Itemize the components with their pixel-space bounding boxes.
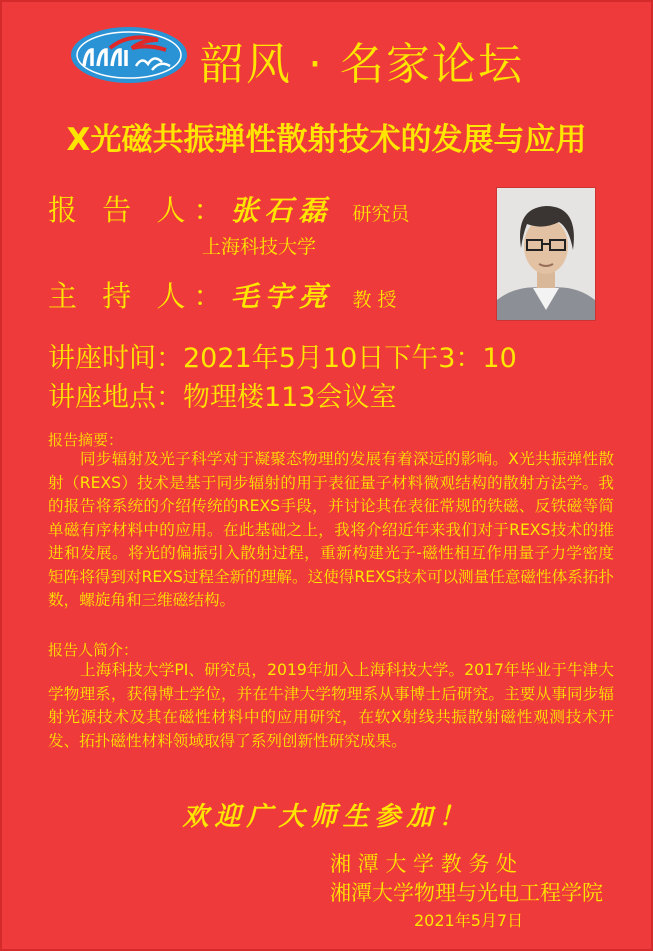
bio-label: 报告人简介： xyxy=(48,641,139,659)
speaker-line xyxy=(48,188,409,229)
organizer-academic-affairs: 湘 潭 大 学 教 务 处 xyxy=(330,852,518,876)
host-label: 主 持 人： xyxy=(48,279,231,313)
speaker-role: 研究员 xyxy=(352,203,410,225)
speaker-affiliation: 上海科技大学 xyxy=(202,236,317,258)
speaker-label: 报 告 人： xyxy=(48,193,231,227)
lecture-time: 讲座时间：2021年5月10日下午3：10 xyxy=(48,343,517,374)
lecture-venue: 讲座地点：物理楼113会议室 xyxy=(48,382,397,413)
abstract-text: 同步辐射及光子科学对于凝聚态物理的发展有着深远的影响。X光共振弹性散射（REXS）技术是基于同步辐射的用于表征量子材料微观结构的散射方法学。我的报告将系统的介绍传统的REXS手段，并讨论其在表征常规的铁磁、反铁磁等简单磁有序材料中的应用。在此基础之上，我将介绍近年来我们对于REXS技术的推进和发展。将光的偏振引入散射过程，重新构建光子-磁性相互作用量子力学密度矩阵将得到对REXS过程全新的理解。这使得REXS技术可以测量任意磁性体系拓扑数，螺旋角和三维磁结构。 xyxy=(48,450,614,609)
abstract-label: 报告摘要： xyxy=(48,431,124,449)
speaker-photo xyxy=(496,187,596,321)
forum-brand: 韶风 · 名家论坛 xyxy=(200,39,524,90)
host-name: 毛宇亮 xyxy=(230,280,333,313)
forum-logo-icon xyxy=(70,26,188,84)
notice-date: 2021年5月7日 xyxy=(414,911,524,930)
host-line xyxy=(48,274,397,315)
welcome-message: 欢迎广大师生参加！ xyxy=(182,802,471,832)
bio-text: 上海科技大学PI、研究员，2019年加入上海科技大学。2017年毕业于牛津大学物理系，获得博士学位，并在牛津大学物理系从事博士后研究。主要从事同步辐射光源技术及其在磁性材料中的应用研究，在软X射线共振散射磁性观测技术开发、拓扑磁性材料领域取得了系列创新性研究成果。 xyxy=(48,661,614,750)
host-role: 教 授 xyxy=(352,289,397,311)
speaker-name: 张石磊 xyxy=(230,194,333,227)
organizer-school: 湘潭大学物理与光电工程学院 xyxy=(330,881,603,905)
lecture-title: X光磁共振弹性散射技术的发展与应用 xyxy=(66,122,587,158)
